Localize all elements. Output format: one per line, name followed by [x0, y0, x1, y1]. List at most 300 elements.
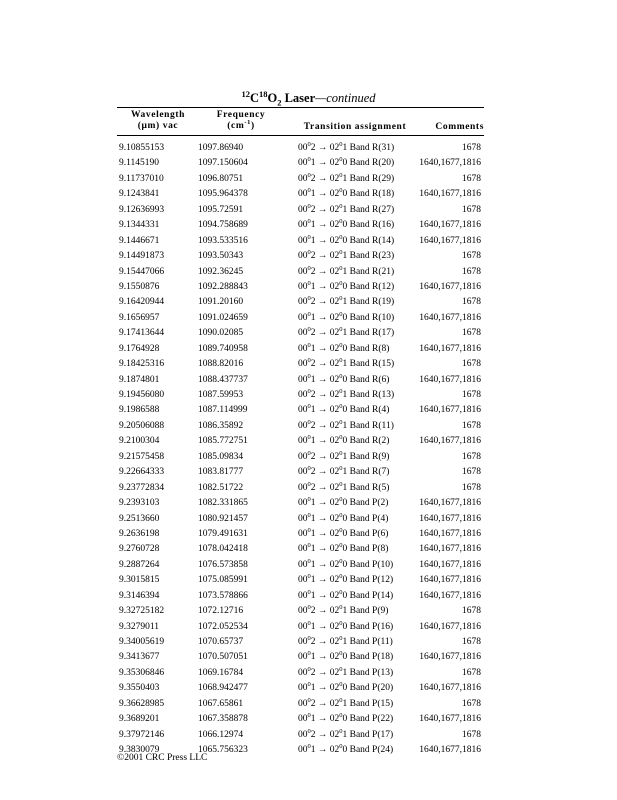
mass-number-carbon: 12: [241, 88, 250, 99]
lower-level-sup: 0: [339, 357, 343, 365]
upper-level: 00: [298, 467, 308, 478]
header-frequency-line1: Frequency: [216, 110, 266, 120]
wavelength-cell: 9.35306846: [119, 667, 165, 678]
band-label: Band R(18): [349, 189, 395, 200]
lower-level-end: 0: [342, 189, 348, 200]
header-frequency-exponent: -1: [244, 118, 251, 126]
lower-level: 02: [329, 420, 340, 431]
lower-level: 02: [329, 451, 340, 462]
comments-cell: 1678: [462, 451, 481, 462]
upper-level-end: 2: [310, 143, 316, 153]
upper-level: 00: [298, 528, 308, 539]
comments-cell: 1640,1677,1816: [419, 405, 481, 416]
lower-level-sup: 0: [339, 434, 343, 442]
wavelength-cell: 9.32725182: [119, 606, 165, 617]
comments-cell: 1678: [462, 637, 481, 647]
frequency-cell: 1066.12974: [198, 729, 244, 740]
upper-level-end: 2: [310, 204, 316, 215]
lower-level-end: 0: [342, 312, 348, 323]
upper-level-sup: 0: [307, 357, 311, 365]
transition-cell: [298, 727, 394, 740]
upper-level: 00: [298, 297, 308, 308]
lower-level: 02: [329, 204, 340, 215]
lower-level-end: 0: [342, 528, 348, 539]
band-label: Band P(15): [349, 698, 394, 709]
upper-level-end: 2: [310, 251, 316, 262]
frequency-cell: 1089.740958: [198, 343, 248, 354]
upper-level: 00: [298, 436, 308, 447]
upper-level-end: 2: [310, 637, 316, 647]
arrow-icon: →: [317, 251, 328, 262]
arrow-icon: →: [317, 235, 328, 246]
comments-cell: 1640,1677,1816: [419, 343, 481, 354]
wavelength-cell: 9.22664333: [119, 467, 165, 478]
lower-level-end: 0: [342, 436, 348, 447]
lower-level-end: 0: [342, 683, 348, 694]
upper-level-sup: 0: [307, 279, 311, 287]
comments-cell: 1640,1677,1816: [419, 436, 481, 447]
lower-level-end: 0: [342, 220, 348, 231]
upper-level: 00: [298, 667, 308, 678]
upper-level-end: 1: [310, 343, 316, 354]
upper-level-sup: 0: [307, 712, 311, 720]
arrow-icon: →: [317, 606, 328, 617]
frequency-cell: 1083.81777: [198, 467, 244, 478]
upper-level: 00: [298, 513, 308, 524]
lower-level-sup: 0: [339, 388, 343, 395]
frequency-cell: 1087.59953: [198, 390, 244, 400]
upper-level-end: 1: [310, 683, 316, 694]
comments-cell: 1640,1677,1816: [419, 714, 481, 725]
wavelength-cell: 9.2760728: [119, 544, 160, 555]
wavelength-cell: 9.23772834: [119, 482, 165, 493]
upper-level-sup: 0: [307, 218, 311, 226]
lower-level-end: 1: [342, 729, 348, 740]
comments-cell: 1640,1677,1816: [419, 652, 481, 663]
band-label: Band P(2): [349, 498, 389, 509]
upper-level-end: 1: [310, 235, 316, 246]
lower-level: 02: [329, 467, 340, 478]
band-label: Band R(31): [349, 143, 395, 153]
transition-cell: [298, 619, 394, 632]
mass-number-oxygen: 18: [258, 88, 268, 99]
upper-level-sup: 0: [307, 465, 311, 473]
transition-cell: [298, 557, 394, 570]
comments-cell: 1640,1677,1816: [419, 559, 481, 570]
wavelength-cell: 9.1874801: [119, 374, 160, 385]
transition-cell: [298, 544, 388, 554]
band-label: Band R(21): [349, 266, 395, 277]
lower-level-sup: 0: [339, 264, 343, 272]
upper-level-end: 1: [310, 652, 316, 663]
frequency-cell: 1095.72591: [198, 204, 244, 215]
lower-level-end: 0: [342, 281, 348, 292]
lower-level: 02: [329, 544, 340, 555]
upper-level-end: 2: [310, 173, 316, 184]
band-label: Band P(12): [349, 575, 394, 586]
band-label: Band R(16): [349, 220, 395, 231]
upper-level-sup: 0: [307, 542, 311, 550]
upper-level: 00: [298, 312, 308, 323]
upper-level: 00: [298, 251, 308, 262]
wavelength-cell: 9.1986588: [119, 405, 160, 416]
lower-level-end: 0: [342, 621, 348, 632]
lower-level: 02: [329, 621, 340, 632]
upper-level-sup: 0: [307, 372, 311, 380]
comments-cell: 1640,1677,1816: [419, 544, 481, 555]
lower-level-sup: 0: [339, 526, 343, 534]
lower-level-sup: 0: [339, 218, 343, 226]
lower-level-end: 0: [342, 714, 348, 725]
comments-cell: 1640,1677,1816: [419, 745, 481, 756]
upper-level: 00: [298, 158, 308, 169]
upper-level-sup: 0: [307, 295, 311, 303]
comments-cell: 1678: [462, 467, 481, 478]
arrow-icon: →: [317, 683, 328, 694]
arrow-icon: →: [317, 467, 328, 478]
lower-level-sup: 0: [339, 418, 343, 426]
arrow-icon: →: [317, 158, 328, 169]
upper-level-end: 1: [310, 559, 316, 570]
transition-cell: [298, 341, 390, 354]
arrow-icon: →: [317, 420, 328, 431]
lower-level: 02: [329, 498, 340, 509]
wavelength-cell: 9.21575458: [119, 451, 165, 462]
lower-level: 02: [329, 374, 340, 385]
wavelength-cell: 9.3550403: [119, 683, 160, 694]
upper-level-sup: 0: [307, 449, 311, 457]
lower-level-end: 1: [342, 173, 348, 184]
upper-level: 00: [298, 374, 308, 385]
lower-level: 02: [329, 698, 340, 709]
lower-level: 02: [329, 312, 340, 323]
wavelength-cell: 9.12636993: [119, 204, 165, 215]
band-label: Band R(29): [349, 173, 395, 184]
upper-level-sup: 0: [307, 619, 311, 627]
upper-level: 00: [298, 714, 308, 725]
upper-level-sup: 0: [307, 696, 311, 704]
title-main: Laser: [281, 91, 316, 105]
lower-level-sup: 0: [339, 712, 343, 720]
comments-cell: 1640,1677,1816: [419, 590, 481, 601]
frequency-cell: 1097.150604: [198, 158, 248, 169]
lower-level: 02: [329, 729, 340, 740]
frequency-cell: 1092.36245: [198, 266, 244, 277]
arrow-icon: →: [317, 698, 328, 709]
lower-level: 02: [329, 528, 340, 539]
upper-level-end: 1: [310, 544, 316, 555]
arrow-icon: →: [317, 667, 328, 678]
wavelength-cell: 9.11737010: [119, 173, 164, 184]
comments-cell: 1678: [462, 482, 481, 493]
upper-level: 00: [298, 359, 308, 370]
frequency-cell: 1085.09834: [198, 451, 244, 462]
lower-level: 02: [329, 266, 340, 277]
frequency-cell: 1067.358878: [198, 714, 248, 725]
upper-level: 00: [298, 575, 308, 586]
band-label: Band P(10): [349, 559, 394, 570]
upper-level-end: 1: [310, 158, 316, 169]
transition-cell: [298, 526, 389, 539]
wavelength-cell: 9.3279011: [119, 621, 160, 632]
band-label: Band R(8): [349, 343, 390, 354]
upper-level-end: 2: [310, 482, 316, 493]
wavelength-cell: 9.1243841: [119, 189, 160, 200]
header-wavelength: [117, 110, 199, 132]
band-label: Band R(19): [349, 297, 395, 308]
wavelength-cell: 9.1550876: [119, 281, 160, 292]
upper-level: 00: [298, 220, 308, 231]
upper-level-end: 1: [310, 220, 316, 231]
upper-level: 00: [298, 559, 308, 570]
upper-level-end: 2: [310, 606, 316, 617]
lower-level-end: 1: [342, 698, 348, 709]
band-label: Band P(18): [349, 652, 394, 663]
frequency-cell: 1070.507051: [198, 652, 248, 663]
transition-cell: [298, 665, 394, 678]
frequency-cell: 1085.772751: [198, 436, 248, 447]
wavelength-cell: 9.1446671: [119, 235, 160, 246]
arrow-icon: →: [317, 173, 328, 184]
frequency-cell: 1096.80751: [198, 173, 244, 184]
header-frequency-close: ): [250, 121, 255, 131]
lower-level-end: 0: [342, 343, 348, 354]
lower-level-end: 0: [342, 235, 348, 246]
upper-level-end: 2: [310, 420, 316, 431]
upper-level-end: 1: [310, 590, 316, 601]
frequency-cell: 1075.085991: [198, 575, 248, 586]
upper-level-sup: 0: [307, 511, 311, 519]
comments-cell: 1640,1677,1816: [419, 575, 481, 586]
lower-level: 02: [329, 220, 340, 231]
arrow-icon: →: [317, 374, 328, 385]
lower-level-end: 1: [342, 451, 348, 462]
comments-cell: 1640,1677,1816: [419, 513, 481, 524]
upper-level-sup: 0: [307, 249, 311, 257]
upper-level-sup: 0: [307, 403, 311, 411]
transition-cell: [298, 297, 394, 307]
band-label: Band P(22): [349, 714, 394, 725]
comments-cell: 1640,1677,1816: [419, 281, 481, 292]
header-frequency-unit: (cm: [227, 121, 245, 131]
comments-cell: 1678: [462, 698, 481, 709]
arrow-icon: →: [317, 359, 328, 370]
lower-level-end: 0: [342, 559, 348, 570]
lower-level-sup: 0: [339, 449, 343, 457]
wavelength-cell: 9.1656957: [119, 312, 160, 323]
transition-cell: [298, 652, 393, 662]
transition-cell: [298, 418, 394, 431]
table-row: [0, 745, 617, 760]
upper-level-end: 1: [310, 374, 316, 385]
lower-level: 02: [329, 173, 340, 184]
lower-level: 02: [329, 251, 340, 262]
upper-level: 00: [298, 698, 308, 709]
arrow-icon: →: [317, 405, 328, 416]
frequency-cell: 1093.50343: [198, 251, 244, 262]
upper-level-sup: 0: [307, 171, 311, 179]
transition-cell: [298, 220, 394, 230]
transition-cell: [298, 251, 394, 261]
lower-level-end: 1: [342, 467, 348, 478]
header-transition: Transition assignment: [303, 122, 407, 132]
lower-level-sup: 0: [339, 635, 343, 642]
arrow-icon: →: [317, 297, 328, 308]
wavelength-cell: 9.15447066: [119, 266, 165, 277]
upper-level-sup: 0: [307, 496, 311, 504]
band-label: Band P(17): [349, 729, 394, 740]
lower-level: 02: [329, 667, 340, 678]
band-label: Band P(14): [349, 590, 394, 601]
transition-cell: [298, 714, 393, 724]
element-carbon: C: [249, 91, 259, 105]
frequency-cell: 1086.35892: [198, 420, 244, 431]
frequency-cell: 1072.12716: [198, 606, 244, 617]
frequency-cell: 1067.65861: [198, 698, 244, 709]
frequency-cell: 1092.288843: [198, 281, 248, 292]
transition-cell: [298, 683, 393, 693]
transition-cell: [298, 328, 394, 338]
arrow-icon: →: [317, 312, 328, 323]
lower-level-sup: 0: [339, 295, 343, 303]
lower-level: 02: [329, 343, 340, 354]
upper-level-sup: 0: [307, 743, 311, 751]
upper-level-sup: 0: [307, 635, 311, 642]
lower-level: 02: [329, 359, 340, 370]
wavelength-cell: 9.36628985: [119, 698, 165, 709]
arrow-icon: →: [317, 204, 328, 215]
arrow-icon: →: [317, 189, 328, 200]
frequency-cell: 1087.114999: [198, 405, 248, 416]
upper-level: 00: [298, 683, 308, 694]
header-comments: Comments: [435, 122, 484, 132]
transition-cell: [298, 372, 390, 385]
transition-cell: [298, 498, 388, 508]
arrow-icon: →: [317, 390, 328, 400]
upper-level-sup: 0: [307, 202, 311, 210]
lower-level: 02: [329, 189, 340, 200]
comments-cell: 1678: [462, 390, 481, 400]
lower-level-end: 1: [342, 143, 348, 153]
comments-cell: 1640,1677,1816: [419, 220, 481, 231]
comments-cell: 1640,1677,1816: [419, 683, 481, 694]
upper-level-end: 2: [310, 390, 316, 400]
transition-cell: [298, 405, 389, 415]
transition-cell: [298, 279, 395, 292]
transition-cell: [298, 745, 393, 755]
upper-level-end: 1: [310, 528, 316, 539]
upper-level-end: 1: [310, 575, 316, 586]
upper-level-end: 1: [310, 498, 316, 509]
arrow-icon: →: [317, 729, 328, 740]
lower-level-end: 1: [342, 204, 348, 215]
lower-level-end: 0: [342, 498, 348, 509]
arrow-icon: →: [317, 328, 328, 339]
lower-level-sup: 0: [339, 279, 343, 287]
arrow-icon: →: [317, 436, 328, 447]
lower-level-sup: 0: [339, 743, 343, 751]
comments-cell: 1640,1677,1816: [419, 621, 481, 632]
lower-level-end: 1: [342, 606, 348, 617]
lower-level-sup: 0: [339, 665, 343, 673]
transition-cell: [298, 606, 388, 616]
upper-level-end: 2: [310, 667, 316, 678]
frequency-cell: 1076.573858: [198, 559, 248, 570]
lower-level: 02: [329, 297, 340, 308]
oxygen-count: 2: [277, 97, 282, 108]
upper-level-sup: 0: [307, 665, 311, 673]
wavelength-cell: 9.3689201: [119, 714, 160, 725]
arrow-icon: →: [317, 220, 328, 231]
band-label: Band R(27): [349, 204, 395, 215]
arrow-icon: →: [317, 745, 328, 756]
lower-level-sup: 0: [339, 588, 343, 596]
lower-level: 02: [329, 683, 340, 694]
lower-level-sup: 0: [339, 202, 343, 210]
upper-level-end: 2: [310, 359, 316, 370]
upper-level: 00: [298, 652, 308, 663]
arrow-icon: →: [317, 528, 328, 539]
lower-level-sup: 0: [339, 681, 343, 689]
lower-level-end: 1: [342, 420, 348, 431]
lower-level-sup: 0: [339, 573, 343, 581]
transition-cell: [298, 511, 389, 524]
band-label: Band R(4): [349, 405, 390, 416]
frequency-cell: 1080.921457: [198, 513, 248, 524]
lower-level: 02: [329, 590, 340, 601]
upper-level: 00: [298, 405, 308, 416]
lower-level-sup: 0: [339, 187, 343, 195]
comments-cell: 1678: [462, 729, 481, 740]
arrow-icon: →: [317, 451, 328, 462]
band-label: Band P(20): [349, 683, 394, 694]
arrow-icon: →: [317, 575, 328, 586]
lower-level-end: 1: [342, 297, 348, 308]
upper-level: 00: [298, 637, 308, 647]
upper-level-sup: 0: [307, 233, 311, 241]
frequency-cell: 1082.331865: [198, 498, 248, 509]
lower-level: 02: [329, 606, 340, 617]
transition-cell: [298, 310, 395, 323]
upper-level-end: 2: [310, 451, 316, 462]
arrow-icon: →: [317, 652, 328, 663]
frequency-cell: 1065.756323: [198, 745, 248, 756]
frequency-cell: 1088.437737: [198, 374, 248, 385]
upper-level-sup: 0: [307, 480, 311, 488]
band-label: Band R(12): [349, 281, 395, 292]
upper-level-sup: 0: [307, 326, 311, 334]
lower-level-sup: 0: [339, 156, 343, 164]
upper-level-end: 2: [310, 467, 316, 478]
lower-level-sup: 0: [339, 249, 343, 257]
wavelength-cell: 9.1344331: [119, 220, 160, 231]
lower-level-sup: 0: [339, 403, 343, 411]
upper-level: 00: [298, 451, 308, 462]
header-frequency-line2: [196, 118, 286, 132]
comments-cell: 1640,1677,1816: [419, 528, 481, 539]
upper-level-end: 1: [310, 281, 316, 292]
band-label: Band P(4): [349, 513, 389, 524]
lower-level-end: 1: [342, 266, 348, 277]
wavelength-cell: 9.3413677: [119, 652, 160, 663]
frequency-cell: 1088.82016: [198, 359, 244, 370]
lower-level: 02: [329, 235, 340, 246]
wavelength-cell: 9.2887264: [119, 559, 160, 570]
upper-level-sup: 0: [307, 588, 311, 596]
header-wavelength-line1: Wavelength: [130, 110, 186, 120]
band-label: Band P(6): [349, 528, 389, 539]
upper-level-end: 2: [310, 729, 316, 740]
